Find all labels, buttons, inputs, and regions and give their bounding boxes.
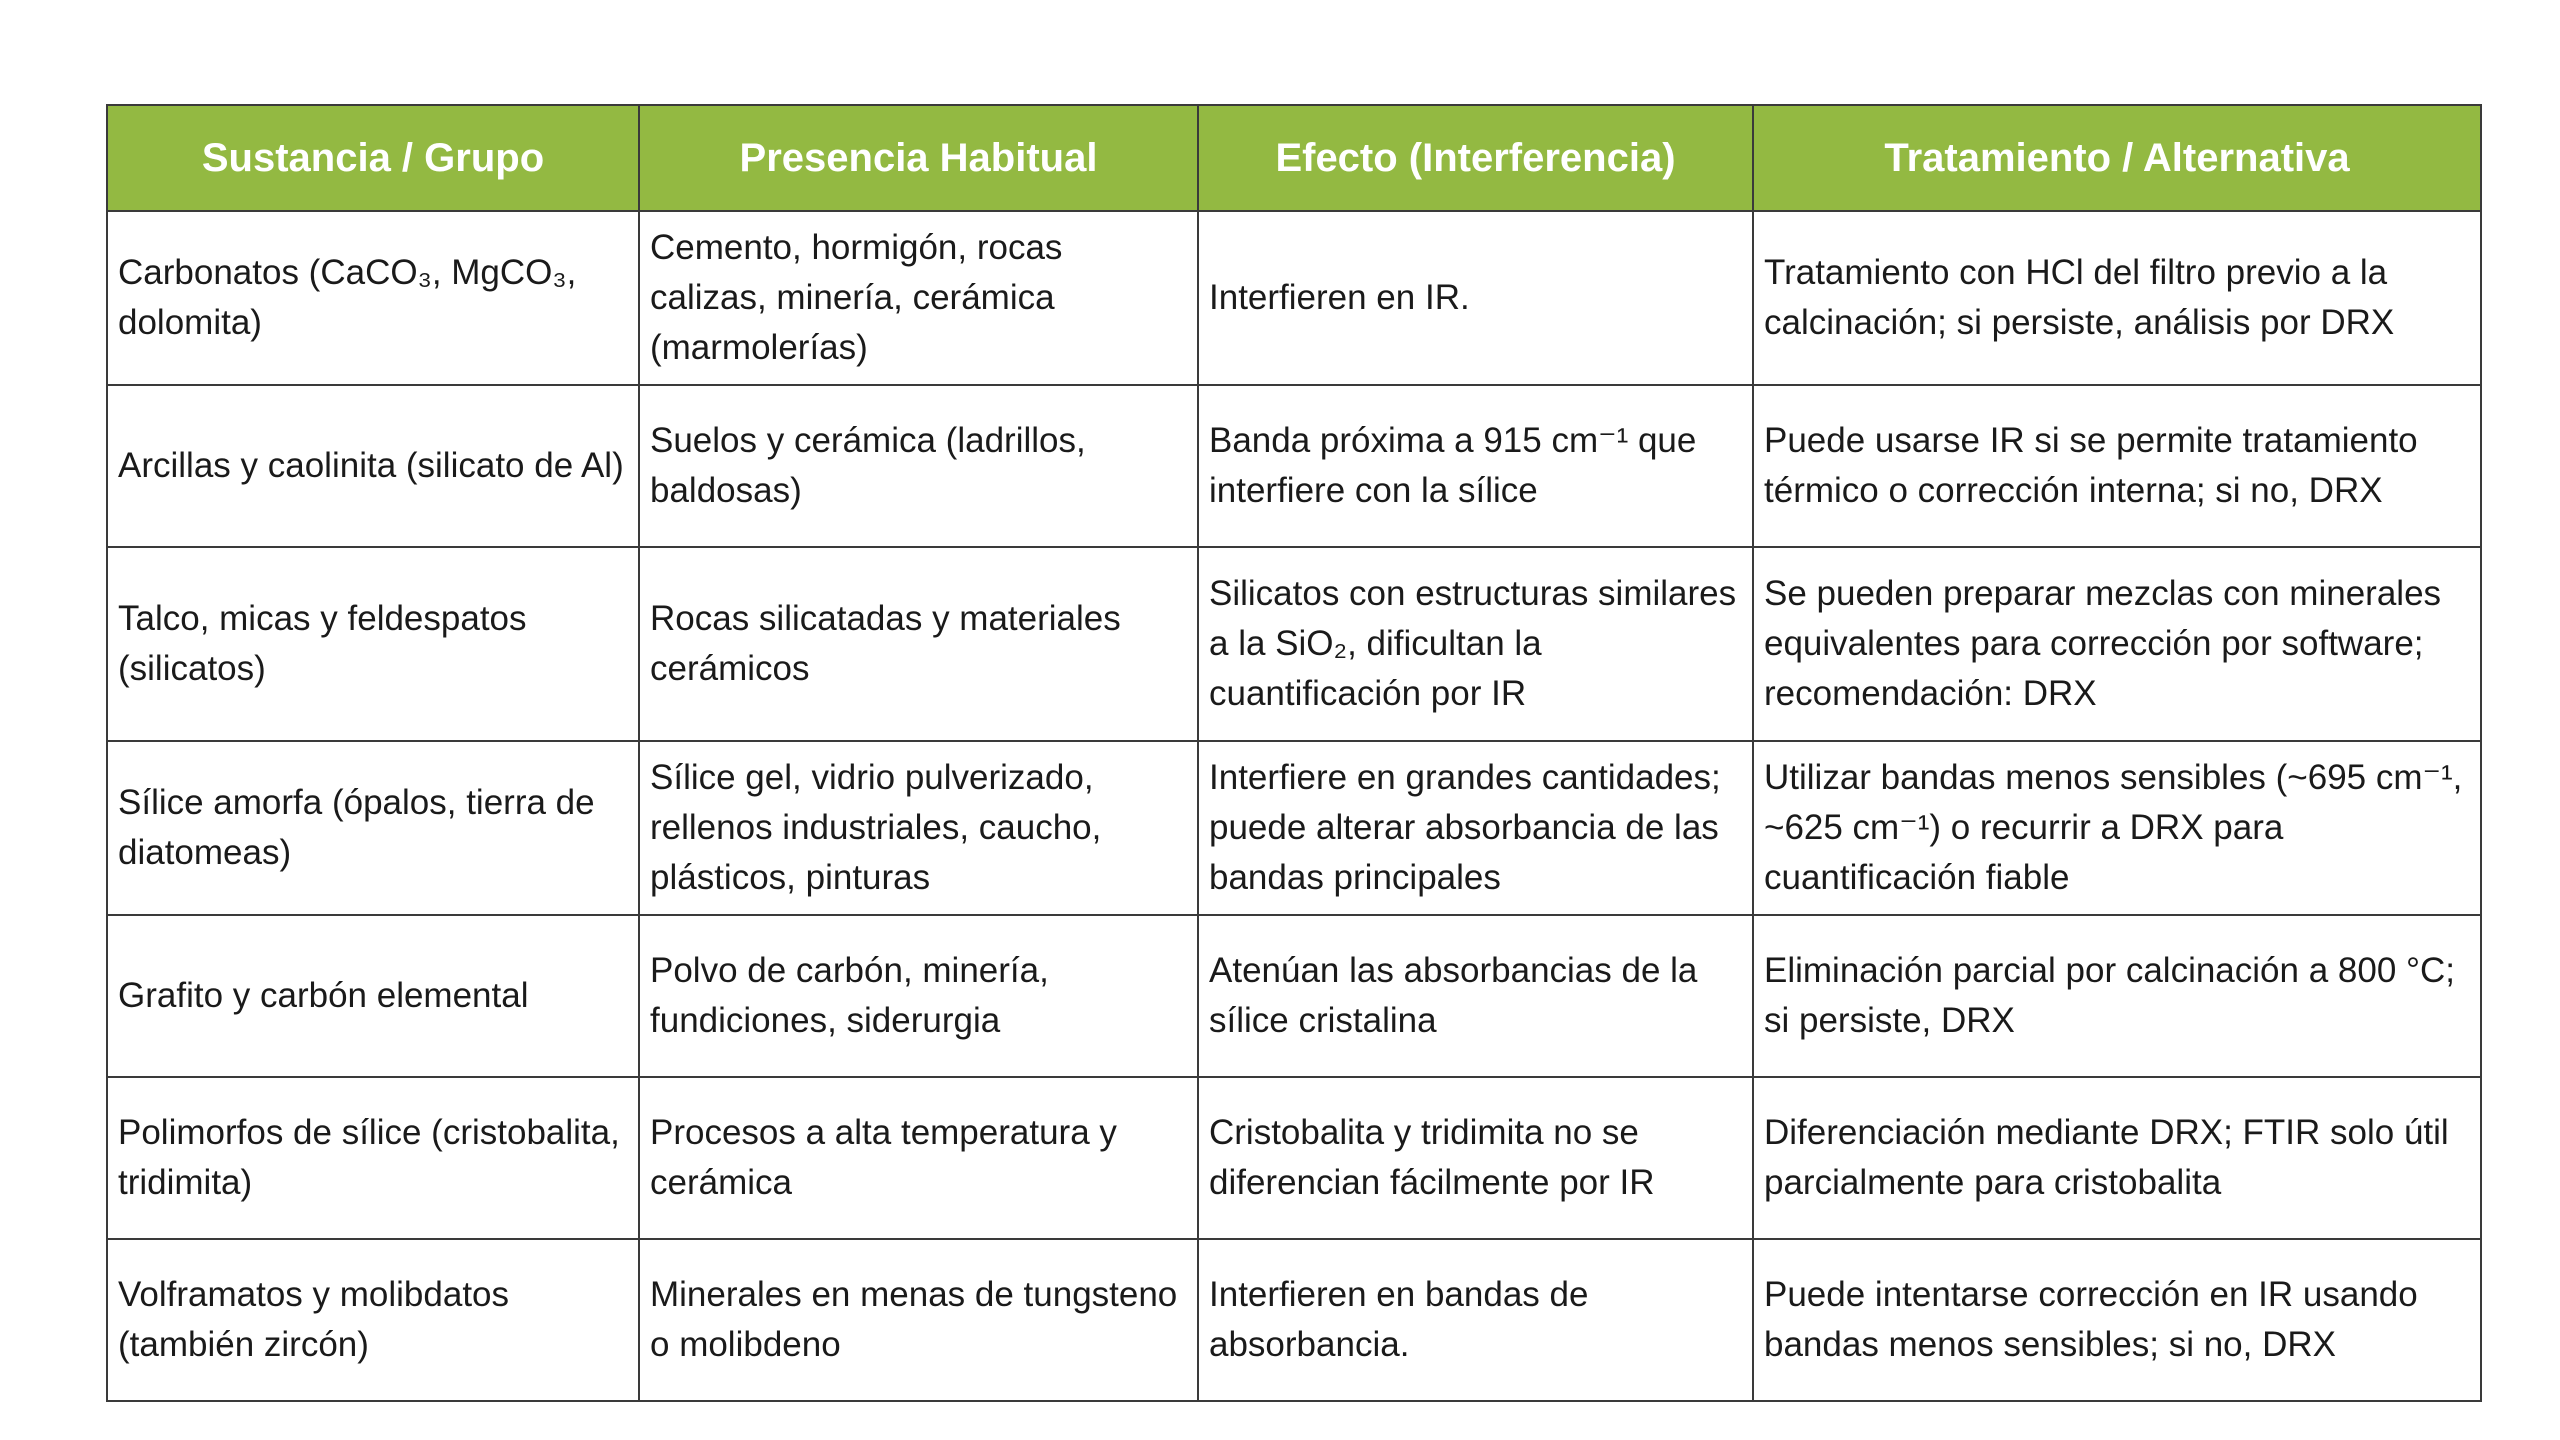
- cell-sustancia: Talco, micas y feldespatos (silicatos): [107, 547, 639, 741]
- cell-sustancia: Polimorfos de sílice (cristobalita, tridimita): [107, 1077, 639, 1239]
- cell-tratamiento: Tratamiento con HCl del filtro previo a la calcinación; si persiste, análisis por DRX: [1753, 211, 2481, 385]
- table-row: [107, 1239, 2481, 1401]
- table-row: [107, 915, 2481, 1077]
- cell-sustancia: Volframatos y molibdatos (también zircón): [107, 1239, 639, 1401]
- cell-efecto: Cristobalita y tridimita no se diferencian fácilmente por IR: [1198, 1077, 1753, 1239]
- cell-sustancia: Carbonatos (CaCO₃, MgCO₃, dolomita): [107, 211, 639, 385]
- table-row: [107, 1077, 2481, 1239]
- cell-sustancia: Sílice amorfa (ópalos, tierra de diatomeas): [107, 741, 639, 915]
- header-tratamiento: Tratamiento / Alternativa: [1753, 105, 2481, 211]
- cell-presencia: Minerales en menas de tungsteno o molibdeno: [639, 1239, 1198, 1401]
- cell-presencia: Polvo de carbón, minería, fundiciones, siderurgia: [639, 915, 1198, 1077]
- cell-tratamiento: Puede intentarse corrección en IR usando bandas menos sensibles; si no, DRX: [1753, 1239, 2481, 1401]
- cell-tratamiento: Puede usarse IR si se permite tratamiento térmico o corrección interna; si no, DRX: [1753, 385, 2481, 547]
- interference-table-container: [106, 104, 2480, 1402]
- table-row: [107, 741, 2481, 915]
- interference-table: [106, 104, 2482, 1402]
- table-header-row: [107, 105, 2481, 211]
- table-row: [107, 547, 2481, 741]
- cell-presencia: Rocas silicatadas y materiales cerámicos: [639, 547, 1198, 741]
- cell-tratamiento: Eliminación parcial por calcinación a 800 °C; si persiste, DRX: [1753, 915, 2481, 1077]
- header-efecto: Efecto (Interferencia): [1198, 105, 1753, 211]
- cell-efecto: Interfieren en bandas de absorbancia.: [1198, 1239, 1753, 1401]
- cell-presencia: Suelos y cerámica (ladrillos, baldosas): [639, 385, 1198, 547]
- cell-efecto: Interfieren en IR.: [1198, 211, 1753, 385]
- cell-efecto: Atenúan las absorbancias de la sílice cristalina: [1198, 915, 1753, 1077]
- table-row: [107, 211, 2481, 385]
- cell-efecto: Interfiere en grandes cantidades; puede alterar absorbancia de las bandas principales: [1198, 741, 1753, 915]
- table-row: [107, 385, 2481, 547]
- cell-efecto: Banda próxima a 915 cm⁻¹ que interfiere con la sílice: [1198, 385, 1753, 547]
- cell-tratamiento: Utilizar bandas menos sensibles (~695 cm⁻¹, ~625 cm⁻¹) o recurrir a DRX para cuantificación fiable: [1753, 741, 2481, 915]
- cell-tratamiento: Diferenciación mediante DRX; FTIR solo útil parcialmente para cristobalita: [1753, 1077, 2481, 1239]
- cell-efecto: Silicatos con estructuras similares a la SiO₂, dificultan la cuantificación por IR: [1198, 547, 1753, 741]
- cell-presencia: Procesos a alta temperatura y cerámica: [639, 1077, 1198, 1239]
- cell-tratamiento: Se pueden preparar mezclas con minerales equivalentes para corrección por software; recomendación: DRX: [1753, 547, 2481, 741]
- header-sustancia: Sustancia / Grupo: [107, 105, 639, 211]
- cell-sustancia: Arcillas y caolinita (silicato de Al): [107, 385, 639, 547]
- cell-presencia: Cemento, hormigón, rocas calizas, minería, cerámica (marmolerías): [639, 211, 1198, 385]
- header-presencia: Presencia Habitual: [639, 105, 1198, 211]
- cell-sustancia: Grafito y carbón elemental: [107, 915, 639, 1077]
- cell-presencia: Sílice gel, vidrio pulverizado, rellenos industriales, caucho, plásticos, pinturas: [639, 741, 1198, 915]
